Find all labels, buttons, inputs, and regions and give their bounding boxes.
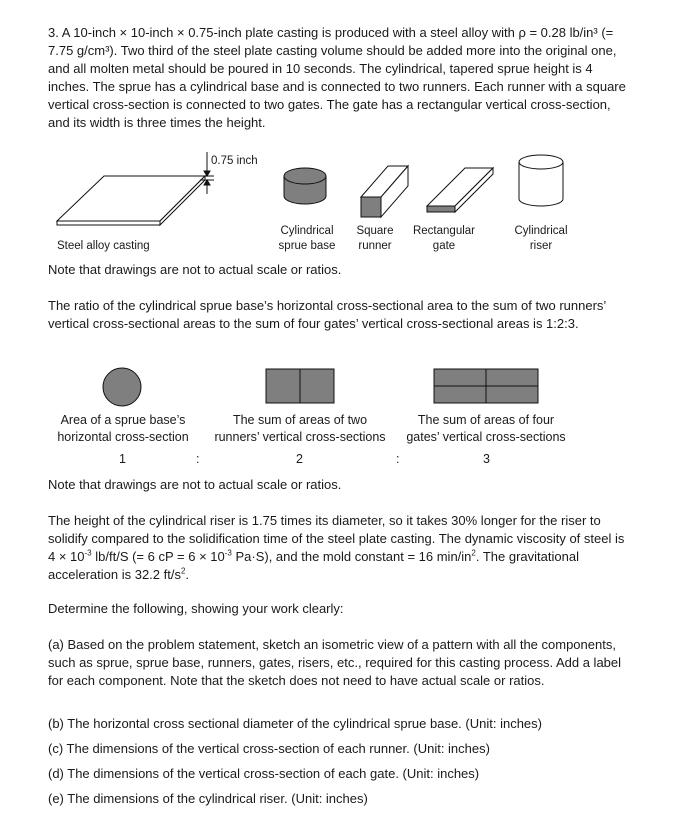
plate-label: Steel alloy casting — [57, 240, 150, 252]
gate-caption: Rectangular gate — [412, 225, 475, 252]
runner-areas-rect — [266, 369, 334, 403]
ratio-value-runner: 2 — [296, 452, 303, 466]
runner-area-caption: The sum of areas of two runners’ vertical cross-sections — [214, 413, 386, 444]
problem-statement: 3. A 10-inch × 10-inch × 0.75-inch plate casting is produced with a steel alloy with ρ = 0.28 lb/in³ (= 7.75 g/cm³). Two third of the steel plate casting volume should be added more into the original one, and all molten metal should be poured in 10 seconds. The cylindrical, tapered sprue height is 4 inches. The sprue has a cylindrical base and is connected to two runners. Each runner with a square vertical cross-section is connected to two gates. The gate has a rectangular vertical cross-section, and its width is three times the height. — [48, 25, 626, 130]
riser-caption: Cylindrical riser — [514, 225, 568, 252]
runner-caption: Square runner — [356, 225, 394, 252]
ratio-value-gate: 3 — [483, 452, 490, 466]
figure2-note: Note that drawings are not to actual scale or ratios. — [48, 477, 342, 492]
thickness-label: 0.75 inch — [211, 155, 258, 167]
ratio-separator: : — [196, 452, 200, 466]
question-e: (e) The dimensions of the cylindrical riser. (Unit: inches) — [48, 791, 368, 806]
gate-areas-rect — [434, 369, 538, 403]
sprue-base-area-circle — [103, 368, 141, 406]
determine-heading: Determine the following, showing your work clearly: — [48, 601, 344, 616]
question-c: (c) The dimensions of the vertical cross-section of each runner. (Unit: inches) — [48, 741, 490, 756]
figure1-note: Note that drawings are not to actual scale or ratios. — [48, 262, 342, 277]
ratio-separator: : — [396, 452, 400, 466]
ratio-value-sprue: 1 — [119, 452, 126, 466]
ratio-paragraph: The ratio of the cylindrical sprue base’s horizontal cross-sectional area to the sum of two runners’ vertical cross-sectional areas to the sum of four gates’ vertical cross-sectional areas is 1:2:3. — [48, 298, 606, 331]
question-b: (b) The horizontal cross sectional diameter of the cylindrical sprue base. (Unit: inches) — [48, 716, 542, 731]
sprue-area-caption: Area of a sprue base’s horizontal cross-section — [57, 413, 189, 444]
riser-paragraph: The height of the cylindrical riser is 1.75 times its diameter, so it takes 30% longer for the riser to solidify compared to the solidification time of the steel plate casting. The dynamic viscosity of steel is $4 \times 10^{-3}$ lb/ft/S (= 6 cP = $6 \times 10^{-3}$ Pa·S), and the mold constant = 16 $\min/in^2$. The gravitational acceleration is 32.2 $ft/s^2$. — [48, 513, 625, 582]
gate-area-caption: The sum of areas of four gates’ vertical cross-sections — [406, 413, 566, 444]
question-a: (a) Based on the problem statement, sketch an isometric view of a pattern with all the components, such as sprue, sprue base, runners, gates, risers, etc., required for this casting process. Add a label for each component. Note that the sketch does not need to have actual scale or ratios. — [48, 637, 622, 688]
question-d: (d) The dimensions of the vertical cross-section of each gate. (Unit: inches) — [48, 766, 480, 781]
sprue-base-caption: Cylindrical sprue base — [278, 225, 336, 252]
